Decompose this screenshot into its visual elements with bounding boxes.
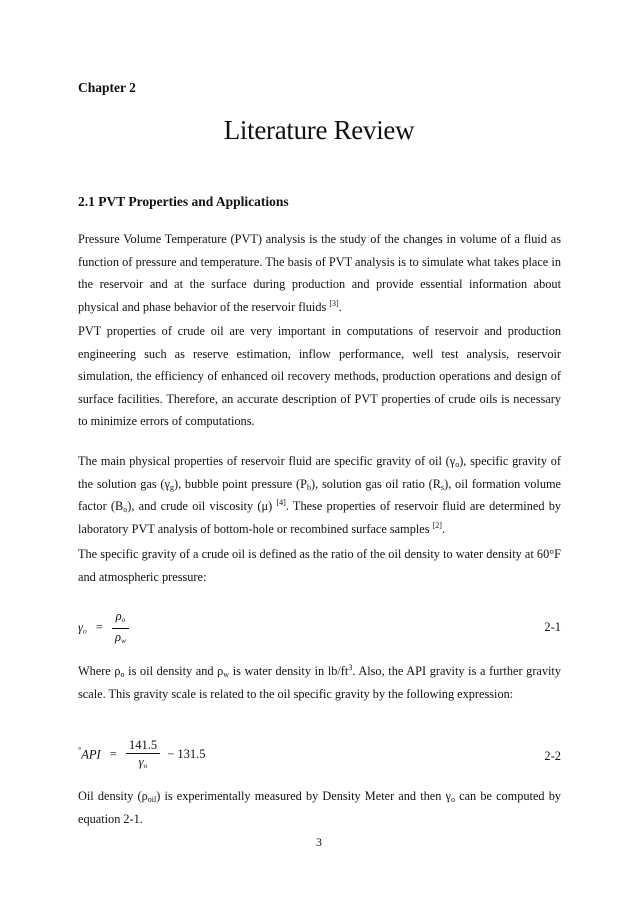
symbol-rho: ρ xyxy=(141,789,148,803)
equation-2-2 xyxy=(78,737,561,777)
subscript: b xyxy=(306,482,311,492)
symbol-gamma: γ xyxy=(445,789,451,803)
paragraph-text: The specific gravity of a crude oil is defined as the ratio of the oil density to water density at 60°F and atmospheric pressure: xyxy=(78,547,561,584)
punctuation: . xyxy=(441,521,445,536)
eq-den-sub: o xyxy=(143,761,148,770)
citation-ref: [4] xyxy=(276,498,286,507)
subscript: o xyxy=(455,460,460,469)
eq-lhs-sub: o xyxy=(82,626,87,636)
eq-degree: ° xyxy=(78,745,82,755)
paragraph-pvt-definition xyxy=(78,228,561,318)
punctuation: . xyxy=(338,299,342,314)
subscript: g xyxy=(169,482,174,492)
paragraph-text: Pressure Volume Temperature (PVT) analysis is the study of the changes in volume of a fluid as function of pressure and temperature. The basis of PVT analysis is to simulate what takes place in the reservoir and at the surface during production and provide essential information about physical and phase behavior of the reservoir fluids xyxy=(78,232,561,314)
symbol-rho: ρ xyxy=(114,664,121,678)
text-run: is oil density and xyxy=(124,664,218,678)
subscript: o xyxy=(120,670,125,679)
subscript: oil xyxy=(147,795,157,804)
citation-ref: [2] xyxy=(432,520,442,530)
subscript: s xyxy=(440,482,445,492)
text-run: ), solution gas oil ratio (R xyxy=(310,476,441,491)
eq-denominator xyxy=(126,754,160,774)
text-run: ), and crude oil viscosity ( xyxy=(127,499,262,513)
paragraph-api-gravity xyxy=(78,660,561,705)
text-run: . Also, the API gravity is a further gravity scale. This gravity scale is related to the oil specific gravity by the following expression: xyxy=(78,664,562,701)
eq-den-symbol: γ xyxy=(138,755,144,769)
paragraph-physical-properties xyxy=(78,450,561,540)
text-run: . These properties of reservoir fluid are determined by laboratory PVT analysis of bottom-hole or recombined surface samples xyxy=(78,499,562,536)
eq-lhs: API xyxy=(81,747,101,762)
text-run: Oil density ( xyxy=(78,789,142,803)
equation-expression xyxy=(78,737,206,774)
page-number: 3 xyxy=(316,835,322,849)
text-run: is water density in lb/ft xyxy=(229,664,349,678)
eq-lhs: γ xyxy=(78,620,83,635)
eq-num-sub: o xyxy=(121,615,126,624)
citation-ref: [3] xyxy=(329,298,339,308)
paragraph-text: PVT properties of crude oil are very important in computations of reservoir and production engineering such as reserve estimation, inflow performance, well test analysis, reservoir simulation, the efficiency of enhanced oil recovery methods, production operations and design of surface facilities. Therefore, an accurate description of PVT properties of crude oils is necessary to minimize errors of computations. xyxy=(78,324,561,428)
text-run: ), bubble point pressure (P xyxy=(173,476,307,491)
text-run: The main physical properties of reservoir fluid are specific gravity of oil ( xyxy=(78,454,450,468)
chapter-label: Chapter 2 xyxy=(78,80,136,95)
eq-den-symbol: ρ xyxy=(115,630,121,644)
paragraph-oil-density xyxy=(78,785,561,830)
eq-equals: = xyxy=(95,620,103,635)
equation-number: 2-2 xyxy=(544,749,561,763)
page-title: Literature Review xyxy=(223,115,415,145)
eq-fraction xyxy=(126,737,160,774)
symbol-rho: ρ xyxy=(217,664,224,678)
equation-number: 2-1 xyxy=(544,620,561,634)
eq-fraction xyxy=(112,608,129,649)
eq-numerator xyxy=(112,608,129,629)
text-run: can be computed by equation 2-1. xyxy=(78,789,562,826)
superscript: 3 xyxy=(348,663,353,672)
subscript: o xyxy=(450,795,455,804)
text-run: ), specific gravity of the solution gas ( xyxy=(78,454,561,491)
eq-num-symbol: ρ xyxy=(115,609,122,623)
text-run: Where xyxy=(78,664,115,678)
text-run: ) xyxy=(268,499,273,513)
subscript: o xyxy=(123,505,128,514)
equation-2-1 xyxy=(78,608,561,648)
subscript: w xyxy=(223,670,230,679)
eq-equals: = xyxy=(109,747,117,762)
eq-numerator: 141.5 xyxy=(126,737,160,754)
text-run: ) is experimentally measured by Density Meter and then xyxy=(156,789,446,803)
section-heading: 2.1 PVT Properties and Applications xyxy=(78,194,289,209)
text-run: ), oil formation volume factor (B xyxy=(78,476,562,513)
paragraph-pvt-importance xyxy=(78,320,561,433)
eq-constant: − 131.5 xyxy=(167,747,206,762)
eq-denominator xyxy=(112,629,129,649)
equation-expression xyxy=(78,608,129,649)
symbol-mu: μ xyxy=(261,499,269,513)
eq-den-sub: w xyxy=(121,636,127,645)
paragraph-specific-gravity xyxy=(78,543,561,588)
symbol-gamma: γ xyxy=(449,454,456,468)
symbol-gamma: γ xyxy=(164,476,170,491)
